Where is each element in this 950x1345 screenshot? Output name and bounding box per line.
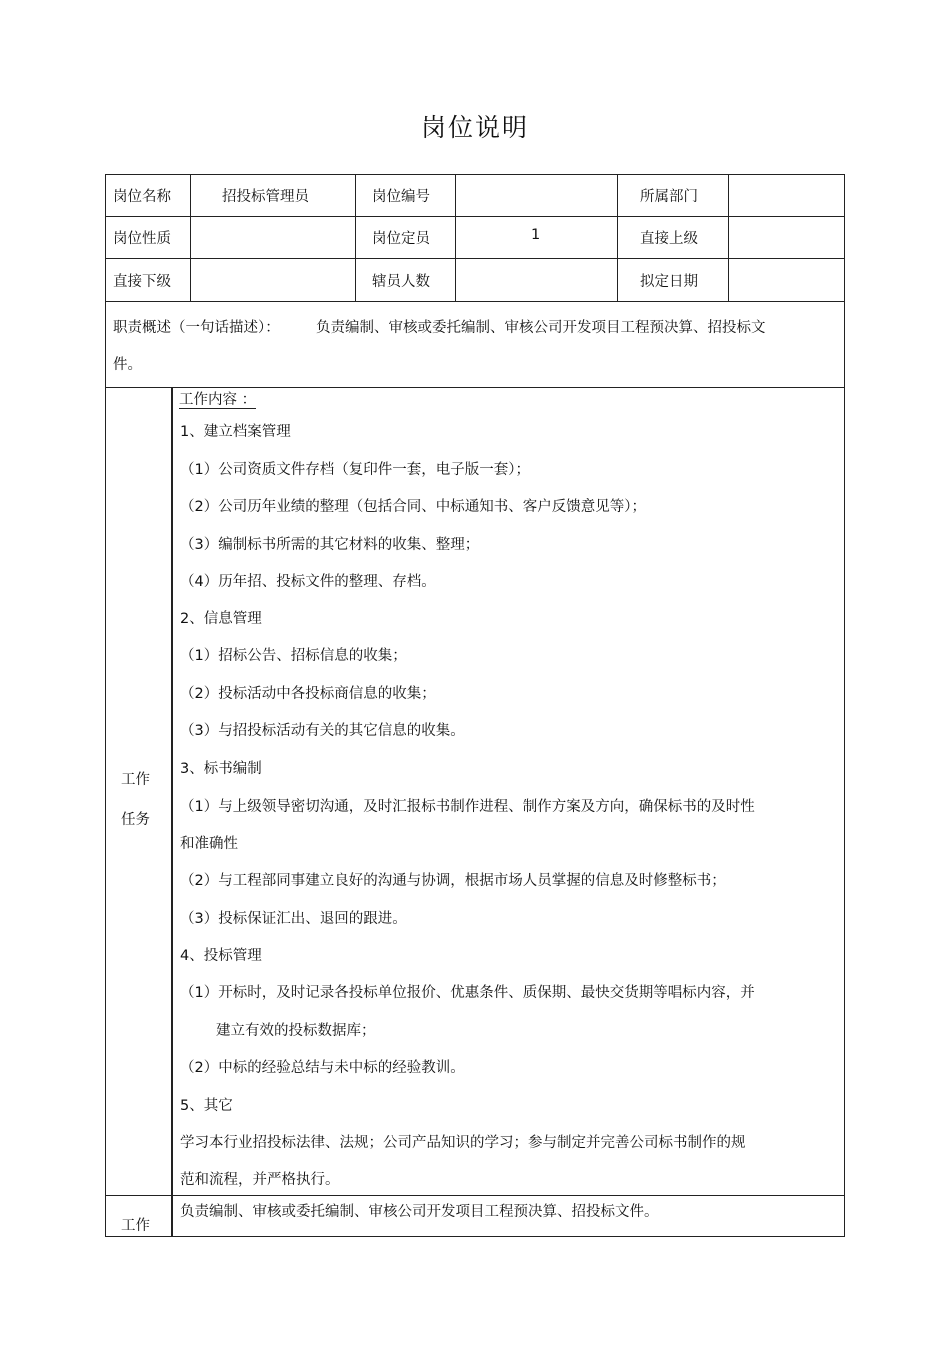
task-line: （4）历年招、投标文件的整理、存档。	[180, 574, 436, 590]
tasks-label-line1: 工作	[121, 772, 150, 788]
task-line: （1）招标公告、招标信息的收集；	[180, 648, 407, 664]
task-line: 学习本行业招投标法律、法规；公司产品知识的学习；参与制定并完善公司标书制作的规	[180, 1135, 746, 1151]
task-line: （2）投标活动中各投标商信息的收集；	[180, 686, 436, 702]
task-line: （3）编制标书所需的其它材料的收集、整理；	[180, 537, 480, 553]
label-department: 所属部门	[640, 189, 698, 205]
label-position-code: 岗位编号	[372, 189, 430, 205]
label-direct-superior: 直接上级	[640, 231, 698, 247]
task-line: 2、信息管理	[180, 611, 262, 627]
work-row-text: 负责编制、审核或委托编制、审核公司开发项目工程预决算、招投标文件。	[180, 1204, 659, 1220]
task-line: 1、建立档案管理	[180, 424, 291, 440]
task-line: （2）公司历年业绩的整理（包括合同、中标通知书、客户反馈意见等）；	[180, 499, 646, 515]
tasks-heading	[179, 388, 256, 409]
task-line: （1）开标时，及时记录各投标单位报价、优惠条件、质保期、最快交货期等唱标内容，并	[180, 985, 755, 1001]
label-staff-count: 辖员人数	[372, 274, 430, 290]
task-line: 建立有效的投标数据库；	[216, 1023, 376, 1039]
value-position-name: 招投标管理员	[222, 189, 309, 205]
task-line: （3）与招投标活动有关的其它信息的收集。	[180, 723, 465, 739]
summary-text-line1: 负责编制、审核或委托编制、审核公司开发项目工程预决算、招投标文	[316, 320, 766, 336]
page-title: 岗位说明	[420, 113, 529, 142]
label-draft-date: 拟定日期	[640, 274, 698, 290]
label-headcount: 岗位定员	[372, 231, 430, 247]
label-position-name: 岗位名称	[113, 189, 171, 205]
task-line: （2）中标的经验总结与未中标的经验教训。	[180, 1060, 465, 1076]
task-line: 范和流程，并严格执行。	[180, 1172, 340, 1188]
tasks-label-line2: 任务	[121, 812, 150, 828]
work-row-label: 工作	[121, 1218, 150, 1234]
task-line: （3）投标保证汇出、退回的跟进。	[180, 911, 407, 927]
task-line: （2）与工程部同事建立良好的沟通与协调，根据市场人员掌握的信息及时修整标书；	[180, 873, 726, 889]
tasks-heading-text: 工作内容 ：	[179, 392, 257, 408]
label-position-nature: 岗位性质	[113, 231, 171, 247]
label-direct-subordinate: 直接下级	[113, 274, 171, 290]
task-line: 4、投标管理	[180, 948, 262, 964]
value-headcount: 1	[531, 227, 541, 243]
task-line: 3、标书编制	[180, 761, 262, 777]
summary-text-line2: 件。	[113, 357, 142, 373]
task-line: 5、其它	[180, 1098, 233, 1114]
task-line: （1）与上级领导密切沟通，及时汇报标书制作进程、制作方案及方向，确保标书的及时性	[180, 799, 755, 815]
summary-label: 职责概述（一句话描述）：	[113, 320, 280, 336]
task-line: 和准确性	[180, 836, 238, 852]
task-line: （1）公司资质文件存档（复印件一套，电子版一套）；	[180, 462, 530, 478]
